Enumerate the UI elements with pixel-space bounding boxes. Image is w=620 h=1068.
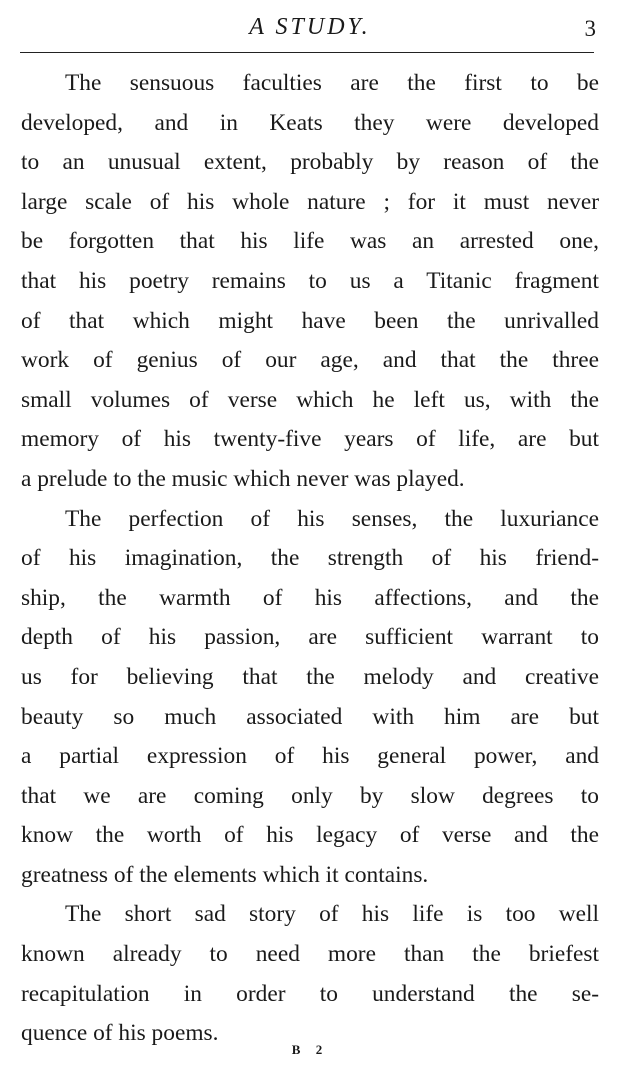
paragraph-2-line-9: know the worth of his legacy of verse and the [21, 822, 599, 849]
paragraph-2-line-7: a partial expression of his general power, and [21, 743, 599, 770]
paragraph-1-line-4: large scale of his whole nature ; for it must never [21, 188, 599, 215]
running-title: A STUDY. [249, 14, 371, 40]
paragraph-2-line-8: that we are coming only by slow degrees to [21, 782, 599, 809]
paragraph-1-line-9: small volumes of verse which he left us, with the [21, 386, 599, 413]
paragraph-2-line-4: depth of his passion, are sufficient warrant to [21, 624, 599, 651]
paragraph-1-line-10: memory of his twenty-five years of life, are but [21, 426, 599, 453]
page-number: 3 [584, 16, 596, 41]
body-text [21, 64, 599, 1054]
paragraph-1-line-2: developed, and in Keats they were developed [21, 109, 599, 136]
paragraph-3-line-1: The short sad story of his life is too well [65, 901, 599, 928]
paragraph-3-line-3: recapitulation in order to understand the se- [21, 980, 599, 1007]
page-header [20, 6, 600, 50]
signature-mark: B 2 [291, 1042, 329, 1057]
header-rule [20, 52, 594, 53]
paragraph-2-line-3: ship, the warmth of his affections, and the [21, 584, 599, 611]
paragraph-2-line-1: The perfection of his senses, the luxuriance [65, 505, 599, 532]
paragraph-2-line-5: us for believing that the melody and creative [21, 663, 599, 690]
paragraph-2-line-10: greatness of the elements which it contains. [21, 861, 429, 888]
paragraph-1-line-11: a prelude to the music which never was played. [21, 465, 465, 492]
paragraph-1-line-8: work of genius of our age, and that the three [21, 347, 599, 374]
paragraph-2-line-6: beauty so much associated with him are but [21, 703, 599, 730]
paragraph-2-line-2: of his imagination, the strength of his friend- [21, 545, 599, 572]
paragraph-1-line-7: of that which might have been the unrivalled [21, 307, 599, 334]
paragraph-1-line-1: The sensuous faculties are the first to be [65, 70, 599, 96]
paragraph-3-line-2: known already to need more than the briefest [21, 941, 599, 968]
paragraph-1-line-5: be forgotten that his life was an arrested one, [21, 228, 599, 255]
paragraph-3-line-4: quence of his poems. [21, 1020, 219, 1047]
paragraph-1-line-3: to an unusual extent, probably by reason of the [21, 149, 599, 176]
paragraph-1-line-6: that his poetry remains to us a Titanic fragment [21, 267, 599, 294]
